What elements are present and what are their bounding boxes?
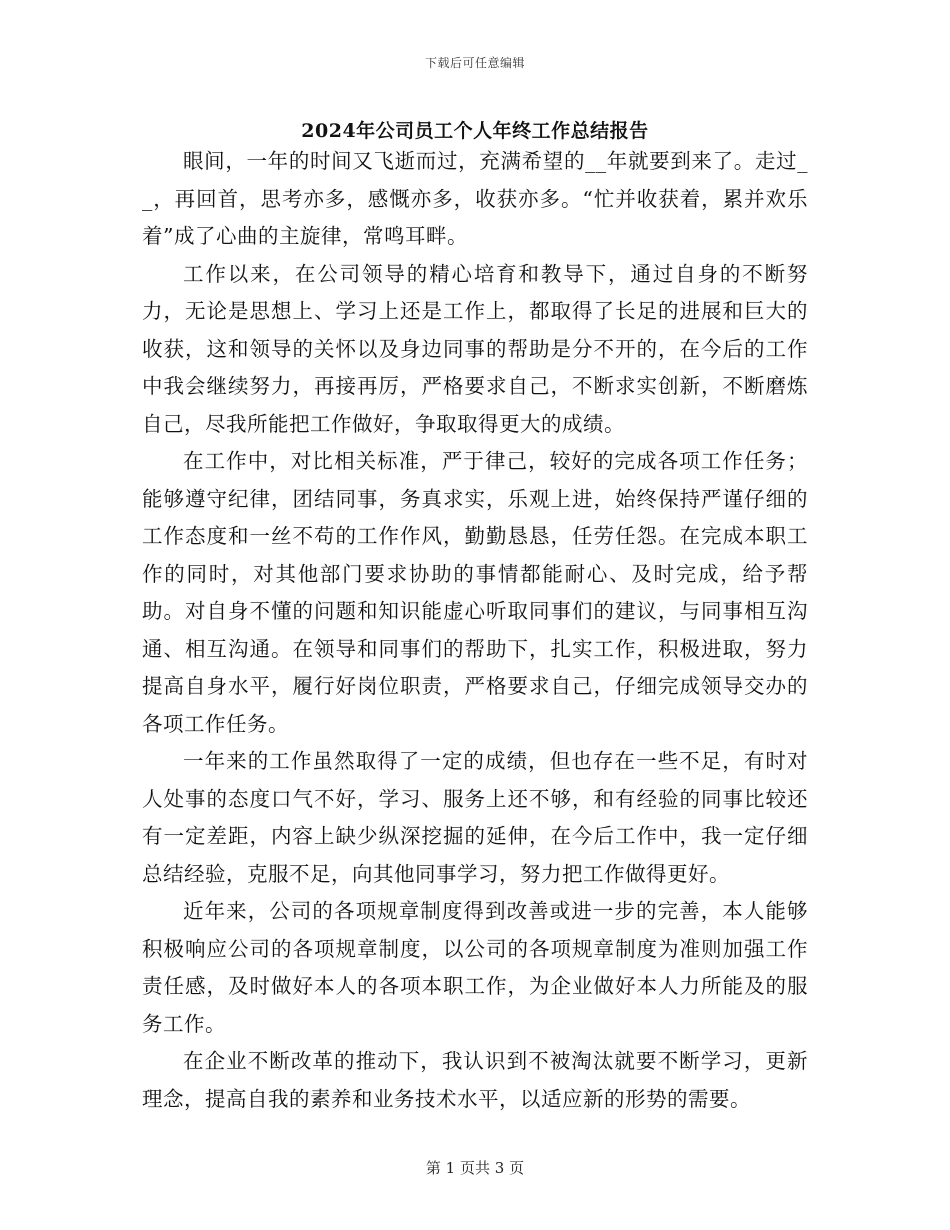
paragraph-3: 在工作中，对比相关标准，严于律己，较好的完成各项工作任务；能够遵守纪律，团结同事，务真求实，乐观上进，始终保持严谨仔细的工作态度和一丝不苟的工作作风，勤勤恳恳，任劳任怨。在完成本职工作的同时，对其他部门要求协助的事情都能耐心、及时完成，给予帮助。对自身不懂的问题和知识能虚心听取同事们的建议，与同事相互沟通、相互沟通。在领导和同事们的帮助下，扎实工作，积极进取，努力提高自身水平，履行好岗位职责，严格要求自己，仔细完成领导交办的各项工作任务。 <box>142 449 808 736</box>
paragraph-4: 一年来的工作虽然取得了一定的成绩，但也存在一些不足，有时对人处事的态度口气不好，学习、服务上还不够，和有经验的同事比较还有一定差距，内容上缺少纵深挖掘的延伸，在今后工作中，我一定仔细总结经验，克服不足，向其他同事学习，努力把工作做得更好。 <box>142 749 808 886</box>
paragraph-5: 近年来，公司的各项规章制度得到改善或进一步的完善，本人能够积极响应公司的各项规章制度，以公司的各项规章制度为准则加强工作责任感，及时做好本人的各项本职工作，为企业做好本人力所能及的服务工作。 <box>142 899 808 1036</box>
document-title: 2024年公司员工个人年终工作总结报告 <box>301 120 649 142</box>
page-indicator: 第 1 页共 3 页 <box>425 1159 525 1177</box>
header-note: 下载后可任意编辑 <box>424 56 525 70</box>
paragraph-6: 在企业不断改革的推动下，我认识到不被淘汰就要不断学习，更新理念，提高自我的素养和业务技术水平，以适应新的形势的需要。 <box>142 1049 808 1111</box>
document-body <box>142 143 808 1118</box>
paragraph-2: 工作以来，在公司领导的精心培育和教导下，通过自身的不断努力，无论是思想上、学习上还是工作上，都取得了长足的进展和巨大的收获，这和领导的关怀以及身边同事的帮助是分不开的，在今后的工作中我会继续努力，再接再厉，严格要求自己，不断求实创新，不断磨炼自己，尽我所能把工作做好，争取取得更大的成绩。 <box>142 261 808 436</box>
paragraph-1: 眼间，一年的时间又飞逝而过，充满希望的__年就要到来了。走过__，再回首，思考亦多，感慨亦多，收获亦多。“忙并收获着，累并欢乐着”成了心曲的主旋律，常鸣耳畔。 <box>142 149 808 248</box>
